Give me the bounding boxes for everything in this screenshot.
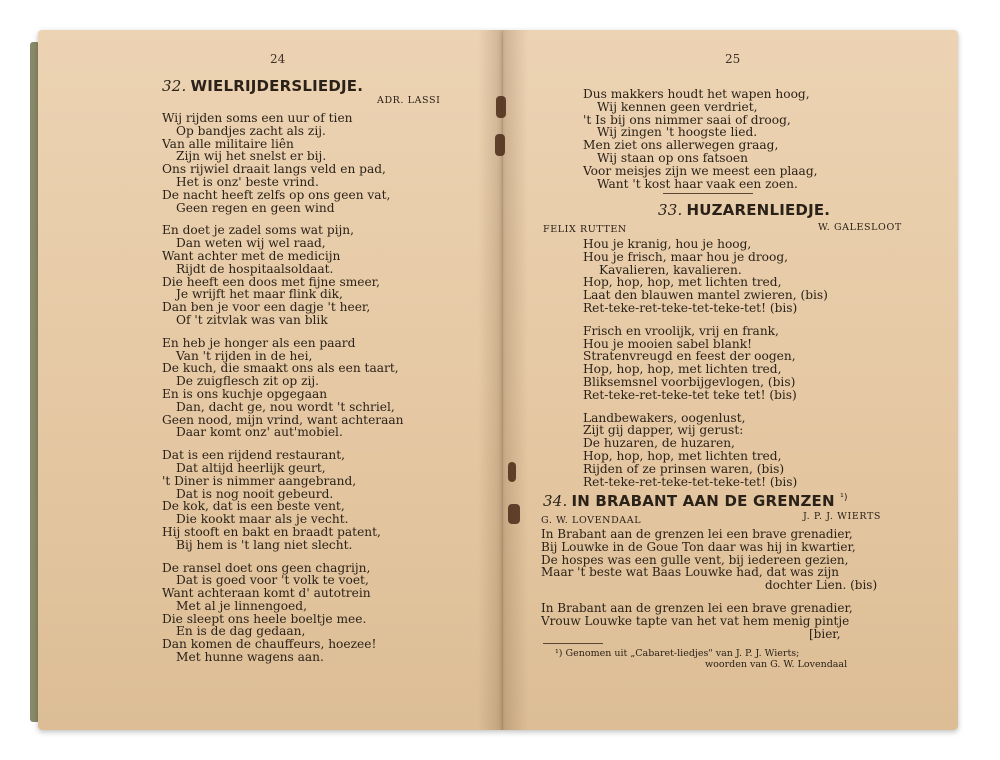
lyric-line: En is de dag gedaan, (176, 624, 306, 639)
lyric-line: Hou je mooien sabel blank! (583, 336, 753, 351)
song-32-author: ADR. LASSI (377, 94, 441, 106)
lyric-line: Want achteraan komt d' autotrein (162, 586, 371, 601)
lyric-line: De nacht heeft zelfs op ons geen vat, (162, 187, 391, 202)
lyric-line: Of 't zitvlak was van blik (176, 312, 328, 327)
lyric-line: Dat is goed voor 't volk te voet, (176, 573, 369, 588)
lyric-line: Die heeft een doos met fijne smeer, (162, 274, 381, 289)
lyric-line: Van alle militaire liên (162, 136, 294, 151)
page-number-left: 24 (270, 52, 286, 66)
song-34-title: IN BRABANT AAN DE GRENZEN (571, 492, 835, 510)
lyric-line: Rijdt de hospitaalsoldaat. (176, 261, 334, 276)
lyric-line: Hop, hop, hop, met lichten tred, (583, 362, 782, 377)
song-32-continuation (583, 88, 818, 190)
lyric-line: Met al je linnengoed, (176, 598, 307, 613)
lyric-line: Want achter met de medicijn (162, 248, 341, 263)
lyric-line: Wij rijden soms een uur of tien (162, 111, 353, 125)
lyric-line: In Brabant aan de grenzen lei een brave grenadier, (541, 600, 853, 615)
stanza-2 (541, 602, 877, 640)
binding-staple (508, 504, 520, 524)
lyric-line: 't Diner is nimmer aangebrand, (162, 473, 357, 488)
binding-staple (495, 134, 505, 156)
lyric-line: Laat den blauwen mantel zwieren, (bis) (583, 288, 828, 303)
page-number-right: 25 (725, 52, 741, 66)
lyric-line: Men ziet ons allerwegen graag, (583, 138, 779, 153)
lyric-line: Die kookt maar als je vecht. (176, 512, 349, 527)
stanza-5 (162, 562, 404, 664)
stanza-1 (583, 238, 828, 315)
lyric-line: Hop, hop, hop, met lichten tred, (583, 275, 782, 290)
stanza-1 (541, 528, 877, 592)
song-34-heading (543, 492, 848, 508)
lyric-line: In Brabant aan de grenzen lei een brave grenadier, (541, 527, 853, 541)
song-32 (162, 77, 441, 108)
stanza-2 (162, 224, 404, 326)
lyric-line: Rijden of ze prinsen waren, (bis) (583, 461, 785, 476)
song-33-lyrics (583, 238, 828, 488)
song-34-number: 34. (543, 492, 568, 510)
lyric-line: Dat is een rijdend restaurant, (162, 448, 346, 463)
song-33-heading (658, 201, 831, 219)
stanza-1 (162, 112, 404, 214)
lyric-line: Bij Louwke in de Goue Ton daar was hij in kwartier, (541, 539, 856, 554)
lyric-line: En is ons kuchje opgegaan (162, 386, 328, 401)
song-32-heading (162, 77, 440, 95)
lyric-line: Dan weten wij wel raad, (176, 236, 326, 251)
footnote-marker: ¹) (840, 493, 848, 503)
lyric-line: Ret-teke-ret-teke-tet-teke-tet! (bis) (583, 300, 798, 315)
lyric-line: En heb je honger als een paard (162, 335, 356, 350)
lyric-line: [bier, (809, 626, 841, 641)
stanza-2 (583, 325, 828, 402)
page-right (503, 30, 958, 730)
footnote-line: woorden van G. W. Lovendaal (705, 659, 848, 670)
lyric-line: Wij kennen geen verdriet, (597, 99, 758, 114)
lyric-line: Het is onz' beste vrind. (176, 174, 319, 189)
lyric-line: Dat altijd heerlijk geurt, (176, 460, 326, 475)
lyric-line: Voor meisjes zijn we meest een plaag, (583, 163, 818, 178)
stanza-4 (162, 449, 404, 551)
song-32-title: WIELRIJDERSLIEDJE. (190, 77, 364, 95)
lyric-line: De kuch, die smaakt ons als een taart, (162, 361, 399, 376)
song-32-number: 32. (162, 77, 187, 95)
lyric-line: Hop, hop, hop, met lichten tred, (583, 448, 782, 463)
lyric-line: Zijn wij het snelst er bij. (176, 149, 327, 164)
lyric-line: Hou je frisch, maar hou je droog, (583, 249, 789, 264)
lyric-line: Je wrijft het maar flink dik, (176, 287, 343, 302)
lyric-line: Van 't rijden in de hei, (176, 348, 313, 363)
binding-staple (496, 96, 506, 118)
song-34-composer: J. P. J. WIERTS (803, 511, 882, 522)
song-34-lyricist: G. W. LOVENDAAL (541, 515, 642, 526)
lyric-line: Geen regen en geen wind (176, 200, 335, 215)
page-left (38, 30, 503, 730)
lyric-line: Dat is nog nooit gebeurd. (176, 486, 334, 501)
lyric-line: Ons rijwiel draait langs veld en pad, (162, 162, 386, 177)
lyric-line: Geen nood, mijn vrind, want achteraan (162, 412, 404, 427)
lyric-line: Vrouw Louwke tapte van het vat hem menig pintje (541, 613, 850, 628)
lyric-line: Zijt gij dapper, wij gerust: (583, 423, 744, 438)
footnote (555, 648, 847, 670)
section-divider (663, 193, 753, 194)
lyric-line: De kok, dat is een beste vent, (162, 499, 345, 514)
lyric-line: Bliksemsnel voorbijgevlogen, (bis) (583, 374, 796, 389)
lyric-line: Op bandjes zacht als zij. (176, 123, 326, 138)
song-32-lyrics (162, 112, 404, 664)
song-34-lyrics (541, 528, 877, 640)
lyric-line: Daar komt onz' aut'mobiel. (176, 425, 343, 440)
lyric-line: Maar 't beste wat Baas Louwke had, dat was zijn (541, 565, 839, 580)
footnote-rule (543, 643, 603, 644)
lyric-line: Stratenvreugd en feest der oogen, (583, 349, 796, 364)
song-33-title: HUZARENLIEDJE. (686, 201, 831, 219)
lyric-line: Landbewakers, oogenlust, (583, 410, 746, 425)
lyric-line: De ransel doet ons geen chagrijn, (162, 560, 371, 575)
footnote-line: ¹) Genomen uit „Cabaret-liedjes" van J. P. J. Wierts; (555, 648, 800, 659)
lyric-line: De zuigflesch zit op zij. (176, 374, 320, 389)
lyric-line: Hij stooft en bakt en braadt patent, (162, 524, 381, 539)
lyric-line: Dus makkers houdt het wapen hoog, (583, 87, 810, 101)
binding-staple (508, 462, 516, 482)
open-booklet (38, 30, 958, 730)
lyric-line: Wij staan op ons fatsoen (597, 150, 748, 165)
lyric-line: Hou je kranig, hou je hoog, (583, 237, 752, 251)
lyric-line: Ret-teke-ret-teke-tet-teke-tet! (bis) (583, 474, 798, 489)
lyric-line: Frisch en vroolijk, vrij en frank, (583, 323, 779, 338)
lyric-line: Want 't kost haar vaak een zoen. (597, 176, 798, 191)
lyric-line: Dan komen de chauffeurs, hoezee! (162, 637, 377, 652)
song-33-lyricist: FELIX RUTTEN (543, 224, 627, 235)
stanza-3 (583, 412, 828, 489)
song-33-composer: W. GALESLOOT (818, 222, 902, 233)
lyric-line: De huzaren, de huzaren, (583, 436, 735, 451)
lyric-line: Die sleept ons heele boeltje mee. (162, 611, 367, 626)
lyric-line: En doet je zadel soms wat pijn, (162, 223, 355, 238)
lyric-line: Met hunne wagens aan. (176, 650, 324, 665)
lyric-line: Kavalieren, kavalieren. (599, 262, 742, 277)
lyric-line: Bij hem is 't lang niet slecht. (176, 537, 353, 552)
lyric-line: 't Is bij ons nimmer saai of droog, (583, 112, 791, 127)
song-33-number: 33. (658, 201, 683, 219)
lyric-line: Dan ben je voor een dagje 't heer, (162, 300, 371, 315)
lyric-line: De hospes was een gulle vent, bij iedereen gezien, (541, 552, 849, 567)
stanza-3 (162, 337, 404, 439)
lyric-line: Wij zingen 't hoogste lied. (597, 125, 758, 140)
lyric-line: Dan, dacht ge, nou wordt 't schriel, (176, 399, 395, 414)
lyric-line: Ret-teke-ret-teke-tet teke tet! (bis) (583, 387, 797, 402)
lyric-line: dochter Lien. (bis) (765, 578, 878, 593)
